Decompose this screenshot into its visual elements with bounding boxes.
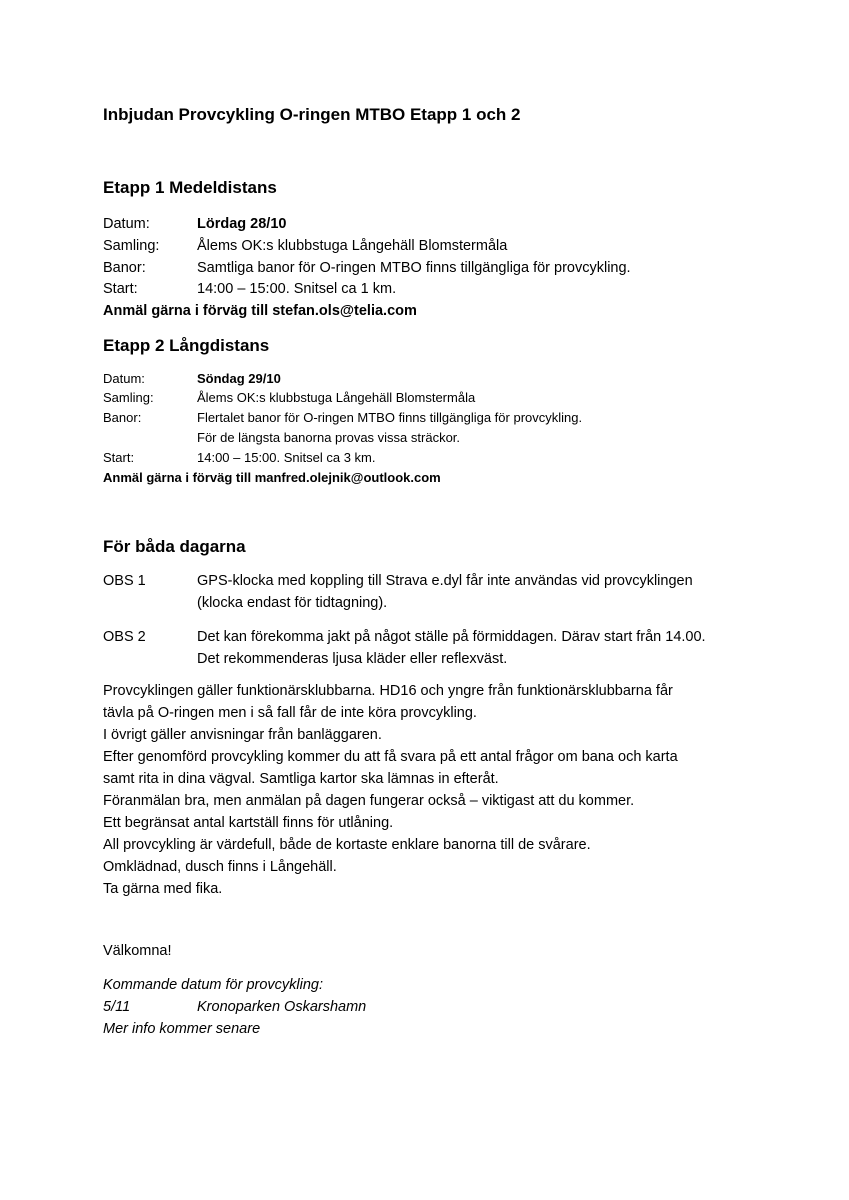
obs-text: GPS-klocka med koppling till Strava e.dyl får inte användas vid provcyklingen [197,573,693,589]
bada-heading: För båda dagarna [103,537,246,556]
row-value: Ålems OK:s klubbstuga Långehäll Blomstermåla [197,390,476,405]
row-value: 14:00 – 15:00. Snitsel ca 3 km. [197,450,376,465]
body-line: Omklädnad, dusch finns i Långehäll. [103,859,337,875]
etapp2-signup: Anmäl gärna i förväg till manfred.olejnik@outlook.com [103,470,441,485]
upcoming-place: Kronoparken Oskarshamn [197,999,367,1015]
row-label: Banor: [103,260,146,276]
obs-text: Det rekommenderas ljusa kläder eller reflexväst. [197,651,508,667]
body-line: Provcyklingen gäller funktionärsklubbarna. HD16 och yngre från funktionärsklubbarna får [103,683,673,699]
etapp2-heading: Etapp 2 Långdistans [103,336,270,355]
row-value: För de längsta banorna provas vissa sträckor. [197,430,461,445]
row-label: Banor: [103,410,142,425]
body-line: Föranmälan bra, men anmälan på dagen fungerar också – viktigast att du kommer. [103,793,635,809]
body-line: All provcykling är värdefull, både de kortaste enklare banorna till de svårare. [103,837,591,853]
row-label: Start: [103,281,138,297]
body-line: I övrigt gäller anvisningar från banläggaren. [103,727,382,743]
row-value: Flertalet banor för O-ringen MTBO finns tillgängliga för provcykling. [197,410,583,425]
body-line: Ta gärna med fika. [103,881,223,897]
etapp1-signup: Anmäl gärna i förväg till stefan.ols@telia.com [103,303,417,319]
row-value: Lördag 28/10 [197,216,287,232]
row-label: Samling: [103,390,154,405]
body-line: Efter genomförd provcykling kommer du att få svara på ett antal frågor om bana och karta [103,749,678,765]
row-value: Ålems OK:s klubbstuga Långehäll Blomstermåla [197,238,508,254]
obs-label: OBS 2 [103,629,146,645]
obs-text: (klocka endast för tidtagning). [197,595,388,611]
body-line: tävla på O-ringen men i så fall får de inte köra provcykling. [103,705,477,721]
row-value: Söndag 29/10 [197,371,281,386]
row-label: Datum: [103,371,145,386]
upcoming-more: Mer info kommer senare [103,1021,261,1037]
etapp1-heading: Etapp 1 Medeldistans [103,178,277,197]
document-title: Inbjudan Provcykling O-ringen MTBO Etapp 1 och 2 [103,105,521,124]
body-line: samt rita in dina vägval. Samtliga kartor ska lämnas in efteråt. [103,771,499,787]
row-label: Start: [103,450,135,465]
row-label: Datum: [103,216,150,232]
obs-label: OBS 1 [103,573,146,589]
upcoming-heading: Kommande datum för provcykling: [103,977,324,993]
row-value: 14:00 – 15:00. Snitsel ca 1 km. [197,281,397,297]
obs-text: Det kan förekomma jakt på något ställe på förmiddagen. Därav start från 14.00. [197,629,706,645]
row-label: Samling: [103,238,160,254]
upcoming-date: 5/11 [103,999,131,1015]
welcome-text: Välkomna! [103,943,172,959]
body-text [103,680,678,900]
body-line: Ett begränsat antal kartställ finns för utlåning. [103,815,394,831]
row-value: Samtliga banor för O-ringen MTBO finns tillgängliga för provcykling. [197,260,631,276]
